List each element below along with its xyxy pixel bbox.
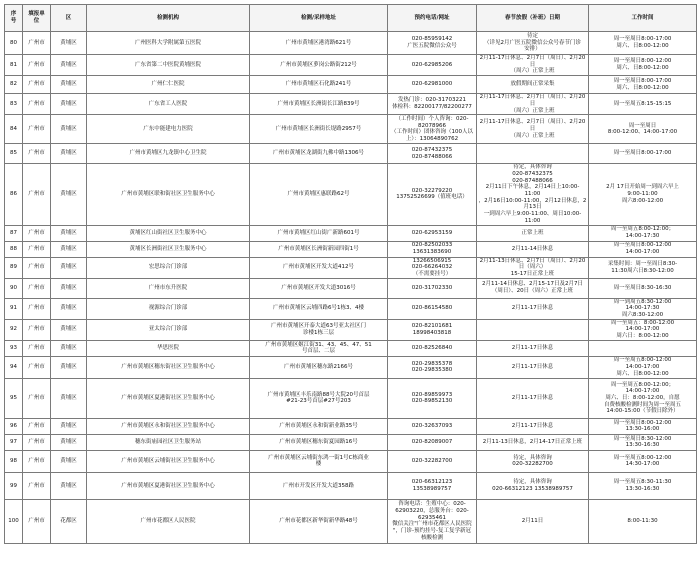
cell-hours: 周一至周五8:30-11:30 13:30-16:30 bbox=[589, 472, 697, 499]
cell-unit: 广州市 bbox=[23, 241, 51, 257]
cell-org: 广州市黄埔区穗东街社区卫生服务中心 bbox=[87, 356, 250, 378]
cell-hours: 2月 17日开始周一到周六早上 9:00-11:00 周六8:00-12:00 bbox=[589, 164, 697, 225]
cell-phone: 020-89859973 020-89852130 bbox=[388, 378, 477, 418]
header-phone: 预约电话/网址 bbox=[388, 5, 477, 32]
table-row bbox=[5, 472, 697, 499]
cell-phone: 020-82526840 bbox=[388, 340, 477, 356]
table-row bbox=[5, 115, 697, 144]
cell-district: 黄埔区 bbox=[51, 94, 87, 115]
cell-unit: 广州市 bbox=[23, 32, 51, 55]
cell-addr: 广州市黄埔区永和街新业路35号 bbox=[250, 418, 388, 434]
cell-hours: 周一至周日8:30-12:00 13:30-16:30 bbox=[589, 434, 697, 450]
cell-addr: 广州市黄埔区丰乐南路88号大院20号首层 #21-23号首层#27号203 bbox=[250, 378, 388, 418]
cell-unit: 广州市 bbox=[23, 319, 51, 340]
cell-addr: 广州市黄埔区云埔街东鸿一街1号C栋商业 楼 bbox=[250, 450, 388, 472]
cell-phone: 020-29835378 020-29835380 bbox=[388, 356, 477, 378]
cell-org: 穗东街庙园社区卫生服务站 bbox=[87, 434, 250, 450]
cell-unit: 广州市 bbox=[23, 164, 51, 225]
cell-spring: 2月11-13日休息、2月7日（周日）、2月20日（周六） 15-17日正常上班 bbox=[477, 257, 589, 278]
cell-phone: 020-82101681 18998403818 bbox=[388, 319, 477, 340]
cell-district: 黄埔区 bbox=[51, 76, 87, 94]
cell-hours: 周一至周五8:00-12:00 14:00-17:00 周六、日8:00-12:00 bbox=[589, 356, 697, 378]
cell-unit: 广州市 bbox=[23, 144, 51, 164]
cell-spring: 正常上班 bbox=[477, 225, 589, 241]
cell-phone: 020-62953159 bbox=[388, 225, 477, 241]
cell-no: 95 bbox=[5, 378, 23, 418]
header-district: 区 bbox=[51, 5, 87, 32]
cell-district: 黄埔区 bbox=[51, 278, 87, 298]
cell-spring: 待定，具体咨询 020-32282700 bbox=[477, 450, 589, 472]
cell-no: 83 bbox=[5, 94, 23, 115]
cell-district: 黄埔区 bbox=[51, 55, 87, 76]
cell-district: 黄埔区 bbox=[51, 298, 87, 319]
cell-hours: 周一至周日8:00-17:00 周六、日8:00-12:00 bbox=[589, 76, 697, 94]
cell-spring: 2月11-17日休息 bbox=[477, 418, 589, 434]
cell-org: 黄埔区红山街社区卫生服务中心 bbox=[87, 225, 250, 241]
cell-phone: 咨询电话：生殖中心：020- 62903220，总服务台：020- 62935461 微信关注"广州市花都区人民医院 "，门诊-预约挂号-复工复学新冠 核酸检测 bbox=[388, 499, 477, 543]
cell-hours: 周一至周五8:15-15:15 bbox=[589, 94, 697, 115]
cell-unit: 广州市 bbox=[23, 434, 51, 450]
header-hours: 工作时间 bbox=[589, 5, 697, 32]
table-row bbox=[5, 278, 697, 298]
cell-phone: 13266506915 020-66264032 （不需要挂号） bbox=[388, 257, 477, 278]
cell-hours: 周一至周日8:30-16:30 bbox=[589, 278, 697, 298]
table-row bbox=[5, 164, 697, 225]
cell-district: 黄埔区 bbox=[51, 434, 87, 450]
cell-unit: 广州市 bbox=[23, 298, 51, 319]
cell-org: 广州市黄埔区夏港街社区卫生服务中心 bbox=[87, 378, 250, 418]
cell-unit: 广州市 bbox=[23, 450, 51, 472]
cell-org: 华思医院 bbox=[87, 340, 250, 356]
table-row bbox=[5, 144, 697, 164]
cell-phone: 020-32279220 13752526699（值班电话） bbox=[388, 164, 477, 225]
cell-org: 广州市黄埔区联和街社区卫生服务中心 bbox=[87, 164, 250, 225]
cell-unit: 广州市 bbox=[23, 94, 51, 115]
cell-unit: 广州市 bbox=[23, 278, 51, 298]
cell-hours: 周一至周日8:00-12:00 周六、日8:00-12:00 bbox=[589, 55, 697, 76]
cell-addr: 广州市黄埔区云埔四路6号1栋3、4楼 bbox=[250, 298, 388, 319]
cell-unit: 广州市 bbox=[23, 55, 51, 76]
header-spring: 春节放假（补班）日期 bbox=[477, 5, 589, 32]
table-row bbox=[5, 76, 697, 94]
cell-district: 黄埔区 bbox=[51, 144, 87, 164]
table-row bbox=[5, 378, 697, 418]
cell-phone: 020-82502033 13631383690 bbox=[388, 241, 477, 257]
cell-no: 86 bbox=[5, 164, 23, 225]
cell-phone: 020-86154580 bbox=[388, 298, 477, 319]
cell-unit: 广州市 bbox=[23, 499, 51, 543]
cell-addr: 广州市花都区新华街新华路48号 bbox=[250, 499, 388, 543]
cell-org: 广州市东升医院 bbox=[87, 278, 250, 298]
cell-unit: 广州市 bbox=[23, 225, 51, 241]
table-row bbox=[5, 298, 697, 319]
cell-no: 94 bbox=[5, 356, 23, 378]
cell-phone: 020-62985206 bbox=[388, 55, 477, 76]
cell-phone: 020-82089007 bbox=[388, 434, 477, 450]
cell-phone: 020-62981000 bbox=[388, 76, 477, 94]
table-row bbox=[5, 94, 697, 115]
cell-phone: 020-32282700 bbox=[388, 450, 477, 472]
cell-no: 80 bbox=[5, 32, 23, 55]
cell-addr: 广州市黄埔区开泰大道63号亚太社区门 诊楼1栋三层 bbox=[250, 319, 388, 340]
cell-unit: 广州市 bbox=[23, 257, 51, 278]
cell-org: 广东中能建电力医院 bbox=[87, 115, 250, 144]
cell-addr: 广州市黄埔区长洲街长堤路2957号 bbox=[250, 115, 388, 144]
cell-phone: 020-85959142 广医五院微信公众号 bbox=[388, 32, 477, 55]
cell-district: 黄埔区 bbox=[51, 241, 87, 257]
cell-phone: （工作时间）个人咨询：020- 82078966 （工作时间）团体咨询（100人以 上）：13064890762 bbox=[388, 115, 477, 144]
header-no: 序 号 bbox=[5, 5, 23, 32]
table-row bbox=[5, 32, 697, 55]
cell-spring: 2月11-17日休息 bbox=[477, 298, 589, 319]
cell-unit: 广州市 bbox=[23, 418, 51, 434]
cell-hours bbox=[589, 340, 697, 356]
testing-institutions-table bbox=[4, 4, 697, 544]
cell-unit: 广州市 bbox=[23, 340, 51, 356]
table-row bbox=[5, 340, 697, 356]
cell-spring: 2月11-17日休息 bbox=[477, 378, 589, 418]
cell-no: 92 bbox=[5, 319, 23, 340]
cell-spring bbox=[477, 319, 589, 340]
header-unit: 填报单 位 bbox=[23, 5, 51, 32]
cell-hours: 周一至周五8:00-12:00； 14:00-17:30 bbox=[589, 225, 697, 241]
cell-org: 亚太综合门诊部 bbox=[87, 319, 250, 340]
cell-spring: 2月11-14日休息 bbox=[477, 241, 589, 257]
header-addr: 检测/采样地址 bbox=[250, 5, 388, 32]
cell-spring: 2月11日 bbox=[477, 499, 589, 543]
header-org: 检测机构 bbox=[87, 5, 250, 32]
cell-district: 黄埔区 bbox=[51, 32, 87, 55]
cell-spring: 2月11-17日休息、2月7日（周日）、2月20日 （周六）正常上班 bbox=[477, 115, 589, 144]
cell-addr: 广州市黄埔区穗东路2166号 bbox=[250, 356, 388, 378]
cell-spring bbox=[477, 144, 589, 164]
table-row bbox=[5, 450, 697, 472]
cell-no: 91 bbox=[5, 298, 23, 319]
cell-addr: 广州市黄埔区惠联路62号 bbox=[250, 164, 388, 225]
cell-addr: 广州市黄埔区萝岗公路街212号 bbox=[250, 55, 388, 76]
cell-org: 广东省第二中医院黄埔医院 bbox=[87, 55, 250, 76]
cell-org: 广州医科大学附属第五医院 bbox=[87, 32, 250, 55]
cell-district: 花都区 bbox=[51, 499, 87, 543]
cell-unit: 广州市 bbox=[23, 356, 51, 378]
cell-hours: 周一至周日 8:00-12:00、14:00-17:00 bbox=[589, 115, 697, 144]
cell-phone: 020-32637093 bbox=[388, 418, 477, 434]
cell-phone: 发热门诊：020-31703221 体检科：82200177/82200277 bbox=[388, 94, 477, 115]
cell-spring: 2月11-17日休息、2月7日（周日）、2月20日 （周六）正常上班 bbox=[477, 55, 589, 76]
cell-org: 广州市花都区人民医院 bbox=[87, 499, 250, 543]
cell-no: 82 bbox=[5, 76, 23, 94]
cell-hours: 周一至周日8:00-12:00 14:00-17:00 bbox=[589, 241, 697, 257]
cell-org: 广州市黄埔区九龙镇中心卫生院 bbox=[87, 144, 250, 164]
cell-no: 90 bbox=[5, 278, 23, 298]
cell-org: 黄埔区长洲街社区卫生服务中心 bbox=[87, 241, 250, 257]
cell-org: 宏思综合门诊部 bbox=[87, 257, 250, 278]
cell-district: 黄埔区 bbox=[51, 319, 87, 340]
cell-spring: 待定 （详见2月广医五院微信公众号春节门诊 安排） bbox=[477, 32, 589, 55]
cell-no: 99 bbox=[5, 472, 23, 499]
cell-org: 广州市黄埔区云埔街社区卫生服务中心 bbox=[87, 450, 250, 472]
cell-hours: 周一到周五8:30-12:00 14:00-17:30 周六8:30-12:00 bbox=[589, 298, 697, 319]
cell-addr: 广州市黄埔区长洲街新园四街1号 bbox=[250, 241, 388, 257]
cell-unit: 广州市 bbox=[23, 115, 51, 144]
cell-spring: 待定，具体咨询 020-87432375 020-87488066 2月11日下午休息，2月14日上10:00-11:00 ，2月16日10:00-11:00，2月12日休息，2月13日 一到周六早上9:00-11:00、周日10:00-11:00 bbox=[477, 164, 589, 225]
cell-no: 88 bbox=[5, 241, 23, 257]
cell-phone: 020-87432375 020-87488066 bbox=[388, 144, 477, 164]
cell-hours: 周一至周日8:00-17:00 bbox=[589, 144, 697, 164]
cell-unit: 广州市 bbox=[23, 76, 51, 94]
cell-no: 84 bbox=[5, 115, 23, 144]
table-header-row bbox=[5, 5, 697, 32]
cell-spring: 2月11-17日休息、2月7日（周日）、2月20日 （周六）正常上班 bbox=[477, 94, 589, 115]
cell-phone: 020-66312123 13538989757 bbox=[388, 472, 477, 499]
cell-no: 100 bbox=[5, 499, 23, 543]
cell-district: 黄埔区 bbox=[51, 164, 87, 225]
cell-addr: 广州市黄埔区长洲街长江路839号 bbox=[250, 94, 388, 115]
cell-unit: 广州市 bbox=[23, 378, 51, 418]
cell-addr: 广州市黄埔区开发大道412号 bbox=[250, 257, 388, 278]
cell-district: 黄埔区 bbox=[51, 472, 87, 499]
cell-org: 广州市黄埔区夏港街社区卫生服务中心 bbox=[87, 472, 250, 499]
cell-district: 黄埔区 bbox=[51, 225, 87, 241]
cell-no: 85 bbox=[5, 144, 23, 164]
cell-spring: 2月11-17日休息 bbox=[477, 356, 589, 378]
table-row bbox=[5, 257, 697, 278]
cell-hours: 8:00-11:30 bbox=[589, 499, 697, 543]
cell-district: 黄埔区 bbox=[51, 340, 87, 356]
cell-spring: 放假期间正常采集 bbox=[477, 76, 589, 94]
cell-org: 广东省工人医院 bbox=[87, 94, 250, 115]
cell-hours: 周一至周五8:00-12:00； 14:00-17:00 周六、日：8:00-12:00，自愿 自费核酸检测时间为周一至周五 14:00-15:00（节假日除外） bbox=[589, 378, 697, 418]
cell-org: 广州仁仁医院 bbox=[87, 76, 250, 94]
table-body bbox=[5, 32, 697, 544]
cell-addr: 广州市黄埔区红山街广新路601号 bbox=[250, 225, 388, 241]
cell-addr: 广州市黄埔区龙湖街九佛中路1306号 bbox=[250, 144, 388, 164]
cell-spring: 待定，具体咨询 020-66312123 13538989757 bbox=[477, 472, 589, 499]
cell-spring: 2月11-13日休息，2月14-17日正常上班 bbox=[477, 434, 589, 450]
table-row bbox=[5, 241, 697, 257]
cell-unit: 广州市 bbox=[23, 472, 51, 499]
table-row bbox=[5, 418, 697, 434]
cell-no: 81 bbox=[5, 55, 23, 76]
cell-spring: 2月11-17日休息 bbox=[477, 340, 589, 356]
cell-hours: 周一至周五8:00-12:00 14:30-17:00 bbox=[589, 450, 697, 472]
cell-addr: 广州市黄埔区开发大道3016号 bbox=[250, 278, 388, 298]
cell-addr: 广州市黄埔区姬江街31、43、45、47、51 号首层、二层 bbox=[250, 340, 388, 356]
cell-no: 93 bbox=[5, 340, 23, 356]
table-row bbox=[5, 55, 697, 76]
cell-hours: 周一至周五：8:00-12:00 14:00-17:00 周六日：8:00-12:00 bbox=[589, 319, 697, 340]
cell-district: 黄埔区 bbox=[51, 378, 87, 418]
cell-addr: 广州市开发区开发大道358路 bbox=[250, 472, 388, 499]
cell-org: 广州市黄埔区永和街社区卫生服务中心 bbox=[87, 418, 250, 434]
cell-district: 黄埔区 bbox=[51, 115, 87, 144]
table-row bbox=[5, 499, 697, 543]
table-row bbox=[5, 356, 697, 378]
table-row bbox=[5, 319, 697, 340]
cell-org: 视源综合门诊部 bbox=[87, 298, 250, 319]
cell-no: 89 bbox=[5, 257, 23, 278]
cell-district: 黄埔区 bbox=[51, 356, 87, 378]
cell-addr: 广州市黄埔区穗东街夏园路16号 bbox=[250, 434, 388, 450]
cell-phone: 020-31702330 bbox=[388, 278, 477, 298]
cell-district: 黄埔区 bbox=[51, 450, 87, 472]
table-row bbox=[5, 225, 697, 241]
cell-hours: 周一至周日8:00-12:00 13:30-16:00 bbox=[589, 418, 697, 434]
cell-hours: 周一至周日8:00-17:00 周六、日8:00-12:00 bbox=[589, 32, 697, 55]
cell-no: 97 bbox=[5, 434, 23, 450]
cell-no: 87 bbox=[5, 225, 23, 241]
table-row bbox=[5, 434, 697, 450]
cell-no: 96 bbox=[5, 418, 23, 434]
cell-district: 黄埔区 bbox=[51, 257, 87, 278]
cell-hours: 采集时间：周一至周日8:30- 11:30周六日8:30-12:00 bbox=[589, 257, 697, 278]
cell-addr: 广州市黄埔区石化路241号 bbox=[250, 76, 388, 94]
cell-addr: 广州市黄埔区港湾路621号 bbox=[250, 32, 388, 55]
cell-spring: 2月11-14日休息、2月15-17日及2月7日 （周日）、20日（周六）正常上班 bbox=[477, 278, 589, 298]
cell-no: 98 bbox=[5, 450, 23, 472]
cell-district: 黄埔区 bbox=[51, 418, 87, 434]
